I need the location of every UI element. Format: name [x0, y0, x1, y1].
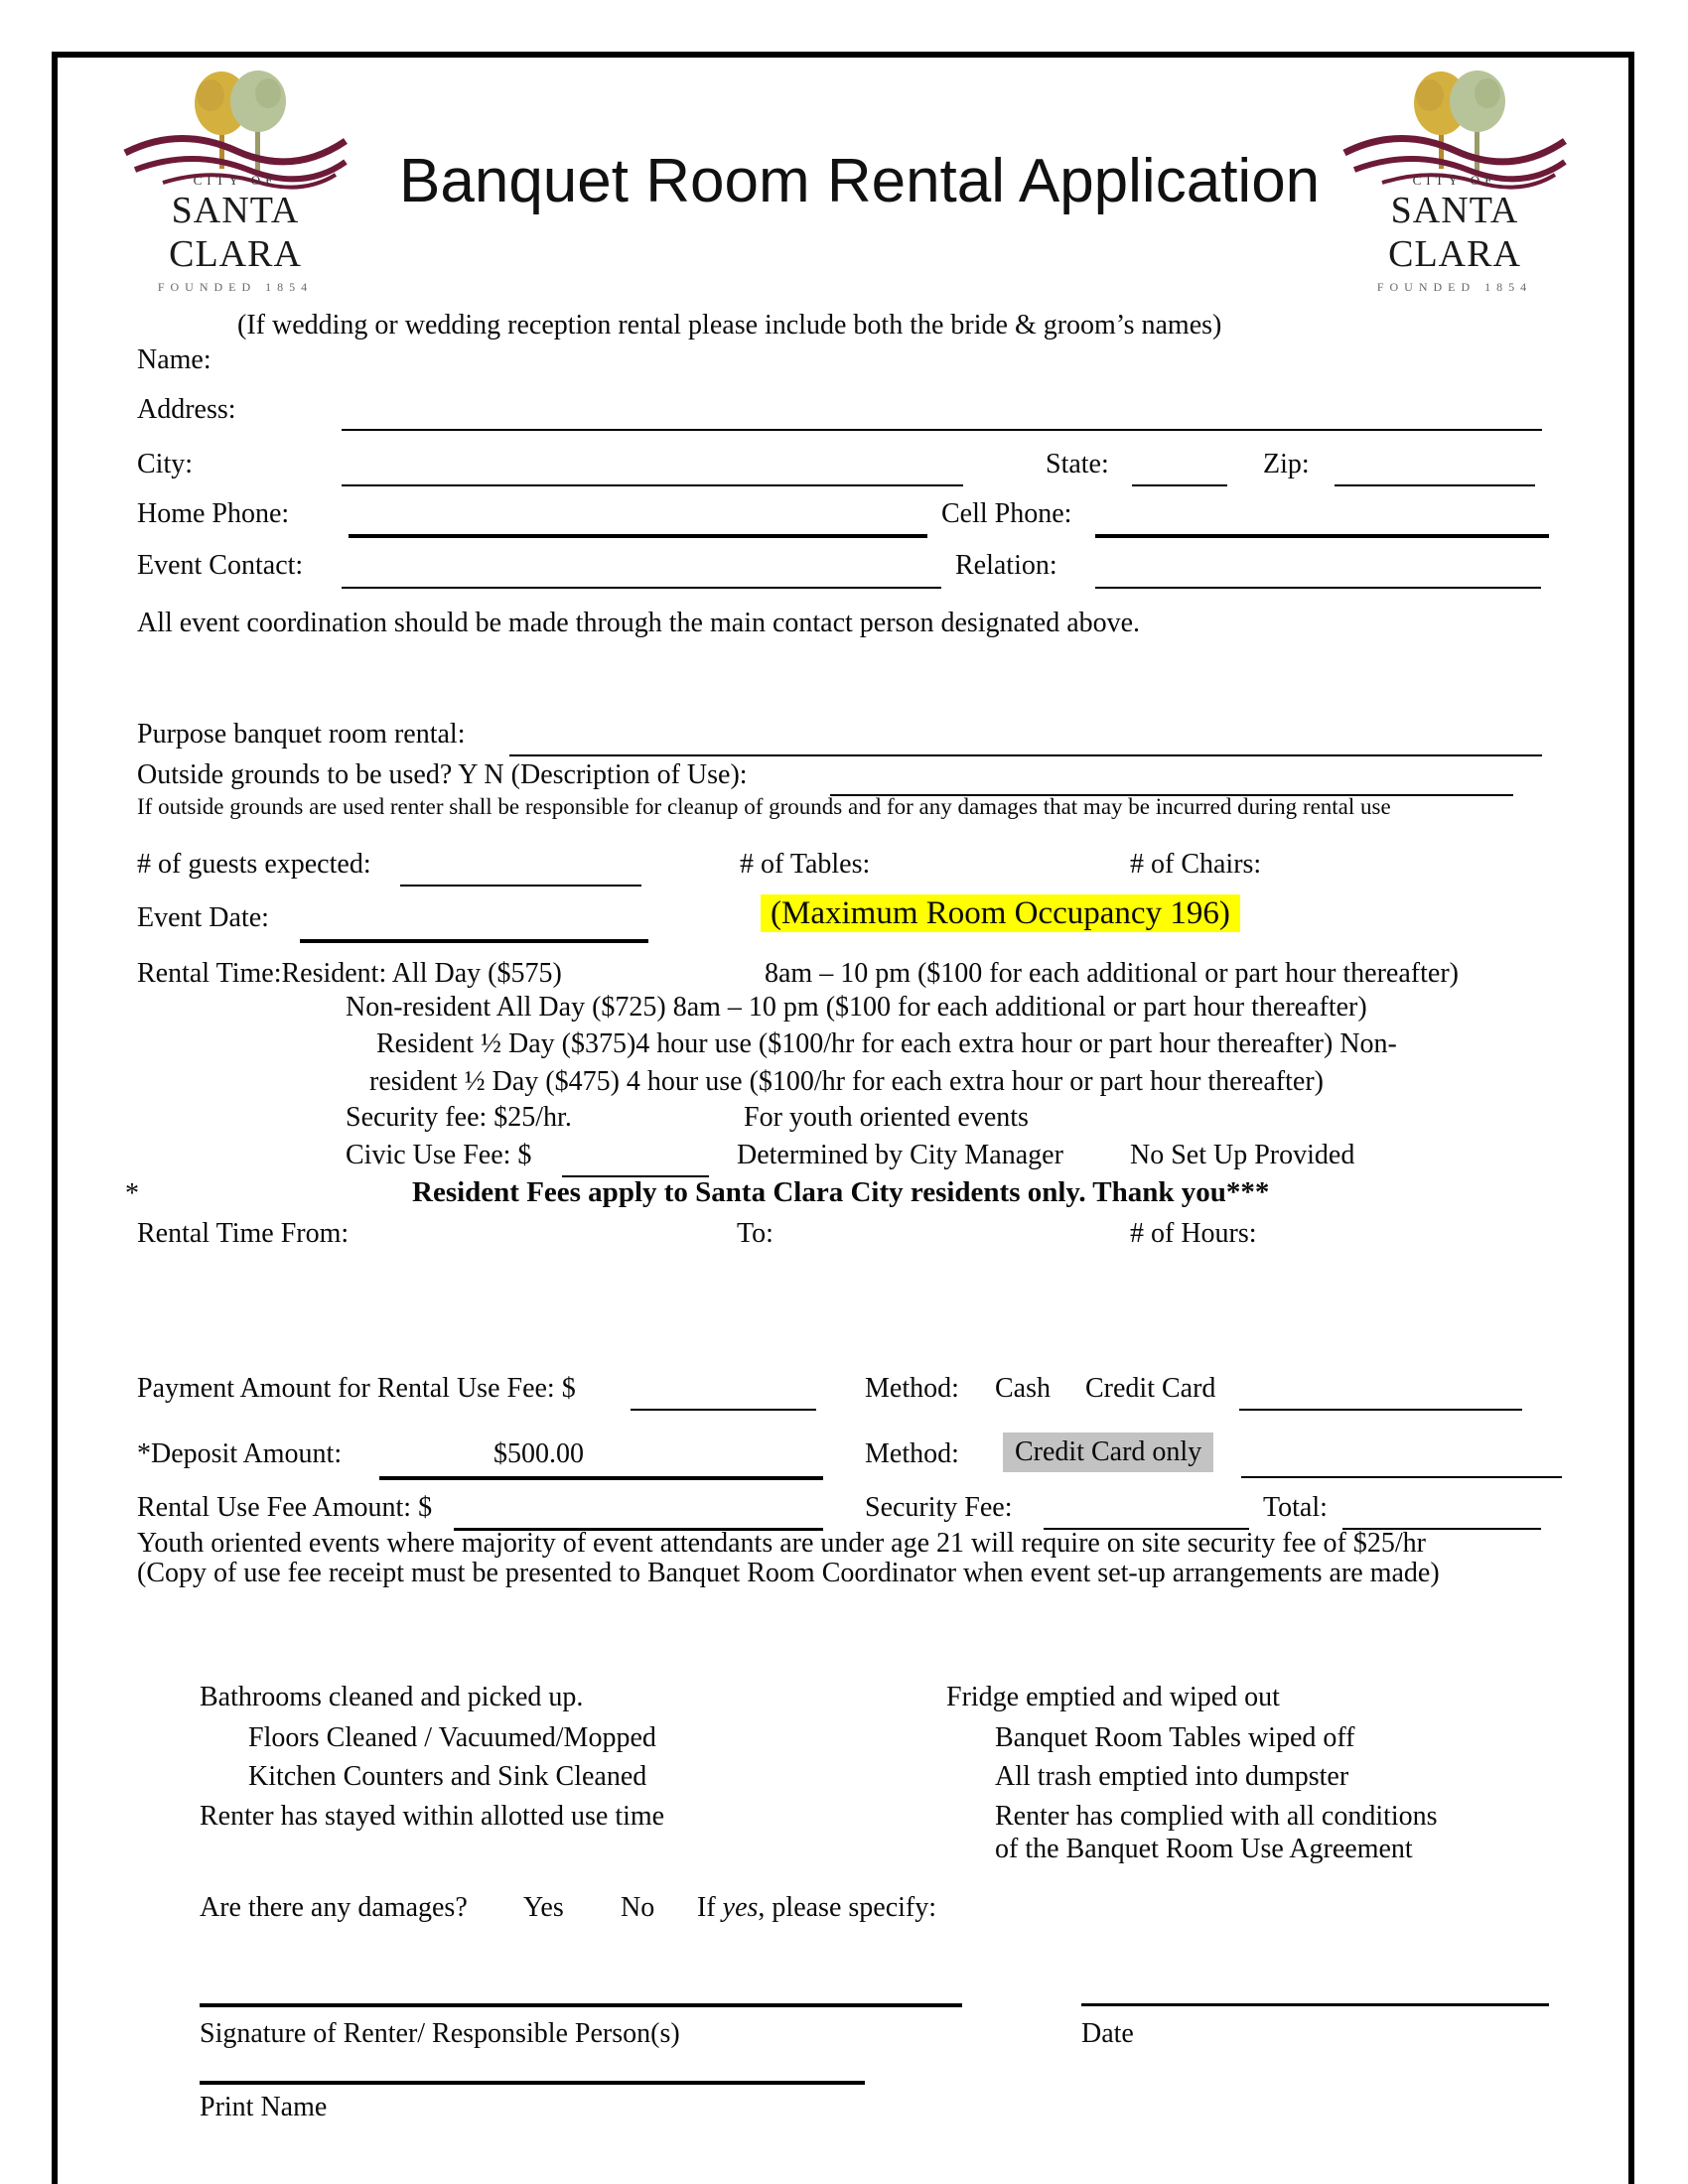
logo-city-of-text: CITY OF: [1412, 173, 1497, 188]
tables-label: # of Tables:: [740, 849, 871, 880]
rental-hours-label: # of Hours:: [1130, 1218, 1257, 1249]
state-label: State:: [1046, 449, 1109, 479]
security-fee-note: Security fee: $25/hr.: [346, 1102, 572, 1133]
cell-phone-field-line[interactable]: [1095, 534, 1549, 538]
civic-fee-label: Civic Use Fee: $: [346, 1140, 532, 1170]
damages-specify-prompt: [697, 1891, 936, 1925]
deposit-method-field-line[interactable]: [1241, 1476, 1562, 1478]
zip-field-line[interactable]: [1335, 484, 1535, 486]
outside-grounds-label: Outside grounds to be used? Y N (Description of Use):: [137, 759, 748, 790]
purpose-label: Purpose banquet room rental:: [137, 719, 466, 750]
page-title: Banquet Room Rental Application: [399, 147, 1321, 215]
checklist-left-item: Bathrooms cleaned and picked up.: [200, 1682, 584, 1712]
rental-time-line1-left: Rental Time:Resident: All Day ($575): [137, 958, 562, 989]
deposit-amount-field-line[interactable]: [379, 1476, 823, 1480]
checklist-right-item: All trash emptied into dumpster: [995, 1761, 1349, 1792]
signature-field-line[interactable]: [200, 2003, 962, 2007]
name-label: Name:: [137, 344, 211, 375]
payment-credit-card-option: Credit Card: [1085, 1373, 1216, 1404]
damages-yes-italic: yes: [722, 1892, 759, 1923]
checklist-left-item: Kitchen Counters and Sink Cleaned: [248, 1761, 647, 1792]
payment-method-field-line[interactable]: [1239, 1409, 1522, 1411]
home-phone-label: Home Phone:: [137, 498, 290, 529]
damages-if-word: If: [697, 1892, 716, 1923]
guests-field-line[interactable]: [400, 885, 641, 887]
zip-label: Zip:: [1263, 449, 1310, 479]
damages-no-option[interactable]: No: [621, 1892, 655, 1923]
purpose-field-line[interactable]: [509, 754, 1542, 756]
deposit-method-label: Method:: [865, 1438, 959, 1469]
event-date-field-line[interactable]: [300, 939, 648, 943]
rental-use-fee-label: Rental Use Fee Amount: $: [137, 1492, 433, 1523]
checklist-right-item: Fridge emptied and wiped out: [946, 1682, 1280, 1712]
payment-amount-label: Payment Amount for Rental Use Fee: $: [137, 1373, 576, 1404]
rental-time-line4: resident ½ Day ($475) 4 hour use ($100/hr for each extra hour or part hour thereafter): [369, 1066, 1324, 1097]
outside-grounds-note: If outside grounds are used renter shall be responsible for cleanup of grounds and for any damages that may be incurred during rental use: [137, 794, 1391, 819]
coordination-note: All event coordination should be made through the main contact person designated above.: [137, 608, 1141, 638]
checklist-right-item: Renter has complied with all conditions: [995, 1801, 1438, 1832]
santa-clara-logo-right: [1331, 69, 1579, 295]
logo-name-text: SANTA CLARA: [169, 190, 302, 275]
security-fee-label: Security Fee:: [865, 1492, 1013, 1523]
total-label: Total:: [1263, 1492, 1328, 1523]
damages-yes-option[interactable]: Yes: [523, 1892, 564, 1923]
checklist-left-item: Renter has stayed within allotted use time: [200, 1801, 665, 1832]
logo-city-of-text: CITY OF: [193, 173, 278, 188]
payment-cash-option: Cash: [995, 1373, 1051, 1404]
checklist-right-item: Banquet Room Tables wiped off: [995, 1722, 1355, 1753]
address-field-line[interactable]: [342, 429, 1542, 431]
wedding-note: (If wedding or wedding reception rental please include both the bride & groom’s names): [237, 310, 1222, 341]
rental-time-line1-right: 8am – 10 pm ($100 for each additional or part hour thereafter): [765, 958, 1459, 989]
cell-phone-label: Cell Phone:: [941, 498, 1072, 529]
checklist-right-item: of the Banquet Room Use Agreement: [995, 1834, 1413, 1864]
city-label: City:: [137, 449, 194, 479]
youth-events-note: For youth oriented events: [744, 1102, 1029, 1133]
guests-label: # of guests expected:: [137, 849, 371, 880]
state-field-line[interactable]: [1132, 484, 1227, 486]
event-contact-label: Event Contact:: [137, 550, 304, 581]
chairs-label: # of Chairs:: [1130, 849, 1262, 880]
date-label: Date: [1081, 2018, 1134, 2049]
santa-clara-logo-left: [111, 69, 359, 295]
payment-amount-field-line[interactable]: [631, 1409, 816, 1411]
logo-founded-text: FOUNDED 1854: [157, 280, 314, 294]
relation-label: Relation:: [955, 550, 1057, 581]
event-contact-field-line[interactable]: [342, 587, 941, 589]
signature-label: Signature of Renter/ Responsible Person(s): [200, 2018, 680, 2049]
event-date-label: Event Date:: [137, 902, 269, 933]
rental-time-to-label: To:: [737, 1218, 774, 1249]
home-phone-field-line[interactable]: [349, 534, 927, 538]
rental-time-line2: Non-resident All Day ($725) 8am – 10 pm ($100 for each additional or part hour thereafter): [346, 992, 1367, 1023]
address-label: Address:: [137, 394, 236, 425]
date-field-line[interactable]: [1081, 2003, 1549, 2006]
print-name-label: Print Name: [200, 2092, 328, 2122]
resident-note-asterisk: *: [125, 1178, 139, 1209]
deposit-amount-label: *Deposit Amount:: [137, 1438, 343, 1469]
relation-field-line[interactable]: [1095, 587, 1541, 589]
determined-by-note: Determined by City Manager: [737, 1140, 1063, 1170]
rental-time-line3: Resident ½ Day ($375)4 hour use ($100/hr for each extra hour or part hour thereafter) Non-: [376, 1028, 1397, 1059]
youth-security-note: Youth oriented events where majority of event attendants are under age 21 will require on site security fee of $25/hr: [137, 1528, 1426, 1559]
rental-time-from-label: Rental Time From:: [137, 1218, 350, 1249]
damages-specify-suffix: , please specify:: [758, 1892, 937, 1923]
city-field-line[interactable]: [342, 484, 963, 486]
receipt-note: (Copy of use fee receipt must be presented to Banquet Room Coordinator when event set-up arrangements are made): [137, 1558, 1440, 1588]
logo-founded-text: FOUNDED 1854: [1376, 280, 1533, 294]
payment-method-label: Method:: [865, 1373, 959, 1404]
occupancy-highlight: (Maximum Room Occupancy 196): [761, 894, 1240, 932]
credit-card-only-highlight: Credit Card only: [1003, 1433, 1213, 1472]
logo-name-text: SANTA CLARA: [1388, 190, 1521, 275]
resident-fees-note: Resident Fees apply to Santa Clara City residents only. Thank you***: [412, 1176, 1270, 1208]
checklist-left-item: Floors Cleaned / Vacuumed/Mopped: [248, 1722, 656, 1753]
no-setup-note: No Set Up Provided: [1130, 1140, 1355, 1170]
deposit-amount-value: $500.00: [493, 1438, 584, 1469]
print-name-field-line[interactable]: [200, 2081, 865, 2085]
damages-question: Are there any damages?: [200, 1892, 468, 1923]
